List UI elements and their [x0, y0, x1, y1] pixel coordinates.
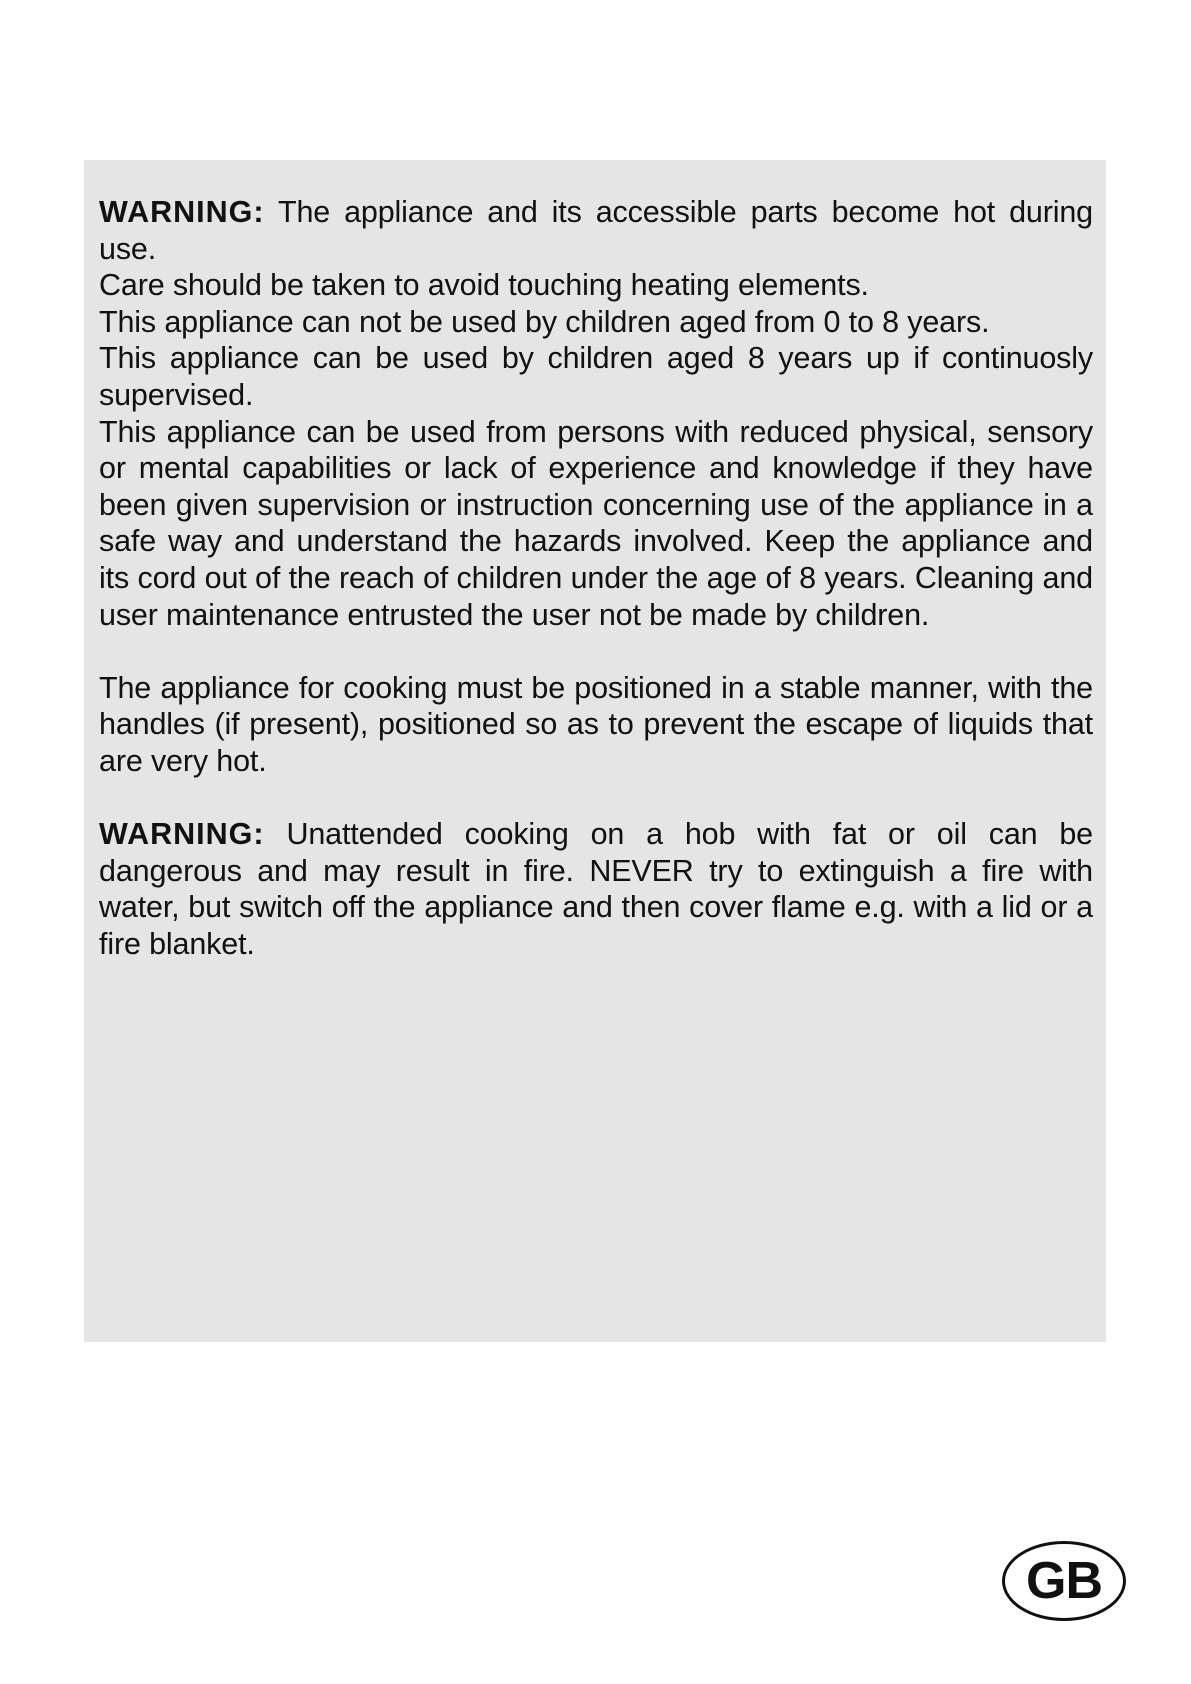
- children-restriction: This appliance can not be used by children aged from 0 to 8 years.: [99, 304, 990, 339]
- warning-unattended-cooking-text: Unattended cooking on a hob with fat or oil can be dangerous and may result in fire. NEVER try to extinguish a fire with water, but switch off the appliance and then cover flame e.g. with a lid or a fire blanket.: [99, 817, 1093, 961]
- country-badge: GB: [1002, 1541, 1126, 1621]
- stable-positioning-notice: The appliance for cooking must be positioned in a stable manner, with the handles (if present), positioned so as to prevent the escape of liquids that are very hot.: [99, 670, 1093, 778]
- reduced-capabilities-notice: This appliance can be used from persons with reduced physical, sensory or mental capabilities or lack of experience and knowledge if they have been given supervision or instruction concerning use of the appliance in a safe way and understand the hazards involved. Keep the appliance and its cord out of the reach of children under the age of 8 years. Cleaning and user maintenance entrusted the user not be made by children.: [99, 414, 1093, 632]
- warning-label: WARNING:: [99, 817, 265, 852]
- care-heating-elements: Care should be taken to avoid touching heating elements.: [99, 268, 869, 303]
- warning-hot-parts: [99, 194, 1093, 267]
- warning-panel: [84, 160, 1106, 1342]
- warning-hot-parts-text: The appliance and its accessible parts become hot during use.: [99, 195, 1093, 266]
- children-supervised: This appliance can be used by children aged 8 years up if continuosly supervised.: [99, 341, 1093, 412]
- warning-unattended-cooking: [99, 816, 1093, 962]
- warning-label: WARNING:: [99, 195, 265, 229]
